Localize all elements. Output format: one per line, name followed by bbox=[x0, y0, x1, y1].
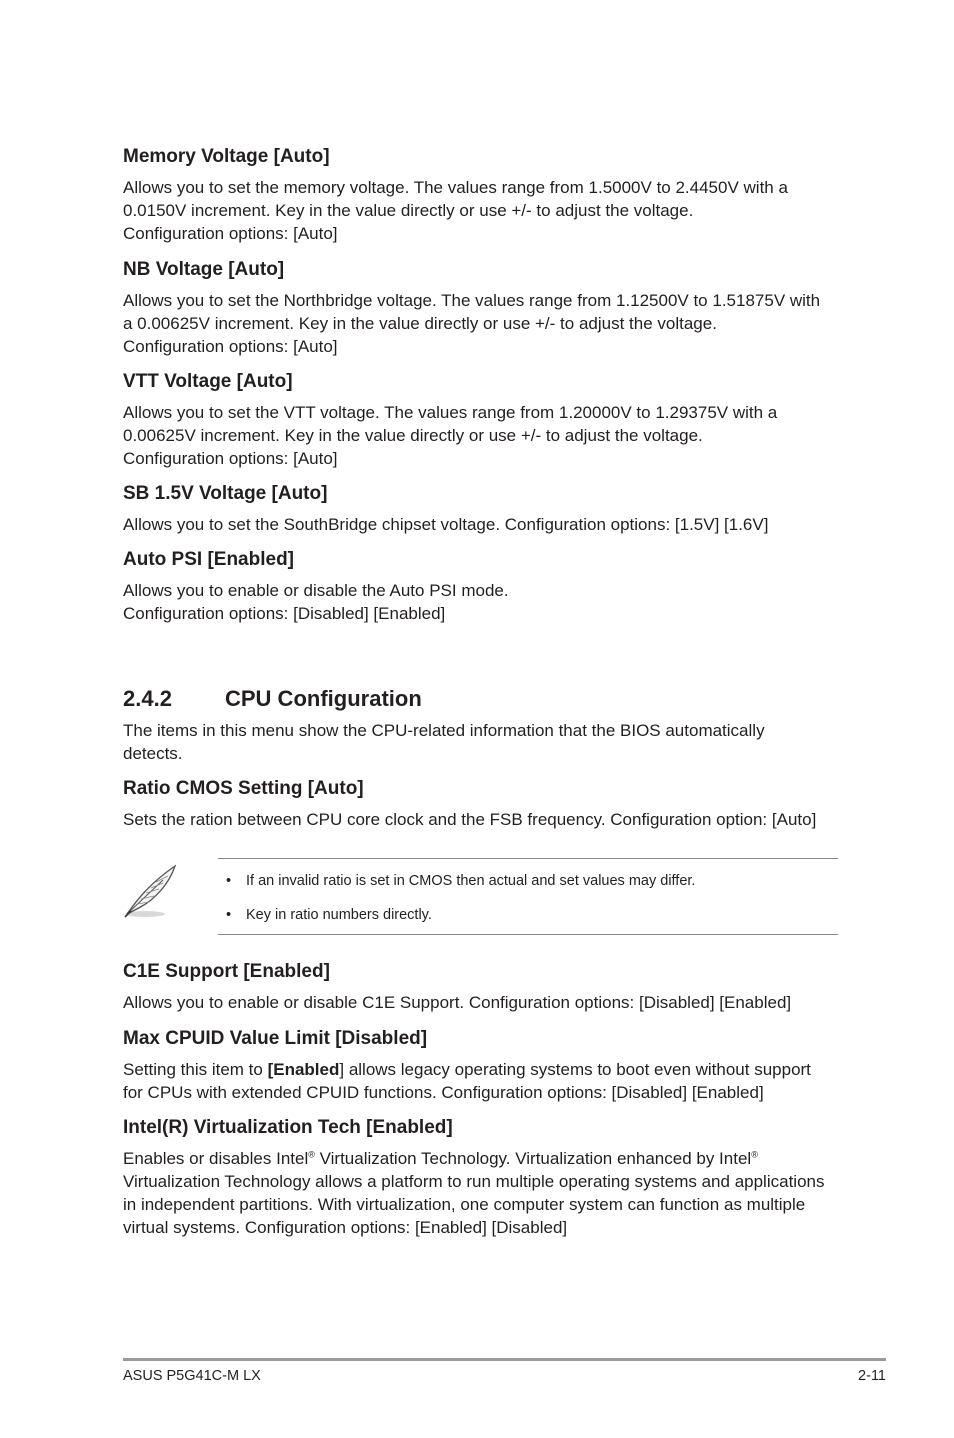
footer-page-number: 2-11 bbox=[858, 1368, 886, 1384]
note-text: Key in ratio numbers directly. bbox=[246, 907, 432, 923]
text-line: Allows you to enable or disable the Auto PSI mode. bbox=[123, 581, 509, 600]
bullet: • bbox=[226, 873, 232, 889]
footer-product-name: ASUS P5G41C-M LX bbox=[123, 1368, 261, 1384]
heading-nb-voltage: NB Voltage [Auto] bbox=[123, 259, 285, 280]
text-line: for CPUs with extended CPUID functions. Configuration options: [Disabled] [Enabled] bbox=[123, 1083, 764, 1102]
text-run: Enables or disables Intel bbox=[123, 1149, 309, 1168]
heading-c1e-support: C1E Support [Enabled] bbox=[123, 961, 330, 982]
text-line: detects. bbox=[123, 744, 183, 763]
heading-max-cpuid: Max CPUID Value Limit [Disabled] bbox=[123, 1028, 428, 1049]
text-line: Sets the ration between CPU core clock and the FSB frequency. Configuration option: [Auto] bbox=[123, 810, 817, 829]
registered-mark: ® bbox=[751, 1149, 758, 1160]
registered-mark: ® bbox=[308, 1149, 315, 1160]
text-line: Configuration options: [Auto] bbox=[123, 224, 338, 243]
text-line: Allows you to set the SouthBridge chipset voltage. Configuration options: [1.5V] [1.6V] bbox=[123, 515, 769, 534]
heading-ratio-cmos: Ratio CMOS Setting [Auto] bbox=[123, 778, 364, 799]
text-line: Allows you to set the VTT voltage. The values range from 1.20000V to 1.29375V with a bbox=[123, 403, 778, 422]
bullet: • bbox=[226, 907, 232, 923]
text-line bbox=[123, 1147, 843, 1170]
text-line: 0.00625V increment. Key in the value directly or use +/- to adjust the voltage. bbox=[123, 426, 703, 445]
note-item bbox=[226, 872, 695, 890]
text-run: Virtualization Technology. Virtualization enhanced by Intel bbox=[314, 1149, 752, 1168]
heading-auto-psi: Auto PSI [Enabled] bbox=[123, 549, 294, 570]
footer-rule bbox=[123, 1358, 886, 1361]
heading-vtt-voltage: VTT Voltage [Auto] bbox=[123, 371, 293, 392]
note-item bbox=[226, 906, 432, 924]
text-run: Setting this item to bbox=[123, 1060, 268, 1079]
paragraph-auto-psi bbox=[123, 579, 843, 625]
feather-pen-icon bbox=[123, 862, 183, 920]
text-line: Allows you to set the Northbridge voltage. The values range from 1.12500V to 1.51875V with bbox=[123, 291, 821, 310]
text-line: a 0.00625V increment. Key in the value directly or use +/- to adjust the voltage. bbox=[123, 314, 717, 333]
paragraph-sb-voltage bbox=[123, 513, 843, 536]
note-box bbox=[218, 858, 838, 935]
text-run: ] allows legacy operating systems to boot even without support bbox=[339, 1060, 811, 1079]
paragraph-vtt-voltage bbox=[123, 401, 843, 470]
text-line: Configuration options: [Auto] bbox=[123, 337, 338, 356]
section-title: CPU Configuration bbox=[225, 686, 422, 711]
paragraph-nb-voltage bbox=[123, 289, 843, 358]
heading-sb-voltage: SB 1.5V Voltage [Auto] bbox=[123, 483, 328, 504]
paragraph-virtualization-tech bbox=[123, 1147, 843, 1239]
bold-run: [Enabled bbox=[267, 1060, 340, 1079]
text-line: in independent partitions. With virtualization, one computer system can function as multiple bbox=[123, 1195, 806, 1214]
text-line: Virtualization Technology allows a platform to run multiple operating systems and applications bbox=[123, 1172, 825, 1191]
text-line: Allows you to set the memory voltage. The values range from 1.5000V to 2.4450V with a bbox=[123, 178, 788, 197]
text-line: Allows you to enable or disable C1E Support. Configuration options: [Disabled] [Enabled] bbox=[123, 993, 792, 1012]
section-number: 2.4.2 bbox=[123, 686, 172, 711]
text-line bbox=[123, 1058, 843, 1081]
paragraph-max-cpuid bbox=[123, 1058, 843, 1104]
paragraph-cpu-config bbox=[123, 719, 843, 765]
heading-memory-voltage: Memory Voltage [Auto] bbox=[123, 146, 330, 167]
text-line: virtual systems. Configuration options: [Enabled] [Disabled] bbox=[123, 1218, 568, 1237]
text-line: Configuration options: [Auto] bbox=[123, 449, 338, 468]
paragraph-memory-voltage bbox=[123, 176, 843, 245]
text-line: 0.0150V increment. Key in the value directly or use +/- to adjust the voltage. bbox=[123, 201, 694, 220]
section-title-cpu-configuration bbox=[123, 686, 422, 712]
text-line: The items in this menu show the CPU-related information that the BIOS automatically bbox=[123, 721, 765, 740]
paragraph-ratio-cmos bbox=[123, 808, 843, 831]
heading-virtualization-tech: Intel(R) Virtualization Tech [Enabled] bbox=[123, 1117, 453, 1138]
note-text: If an invalid ratio is set in CMOS then actual and set values may differ. bbox=[246, 873, 696, 889]
text-line: Configuration options: [Disabled] [Enabled] bbox=[123, 604, 446, 623]
paragraph-c1e-support bbox=[123, 991, 843, 1014]
